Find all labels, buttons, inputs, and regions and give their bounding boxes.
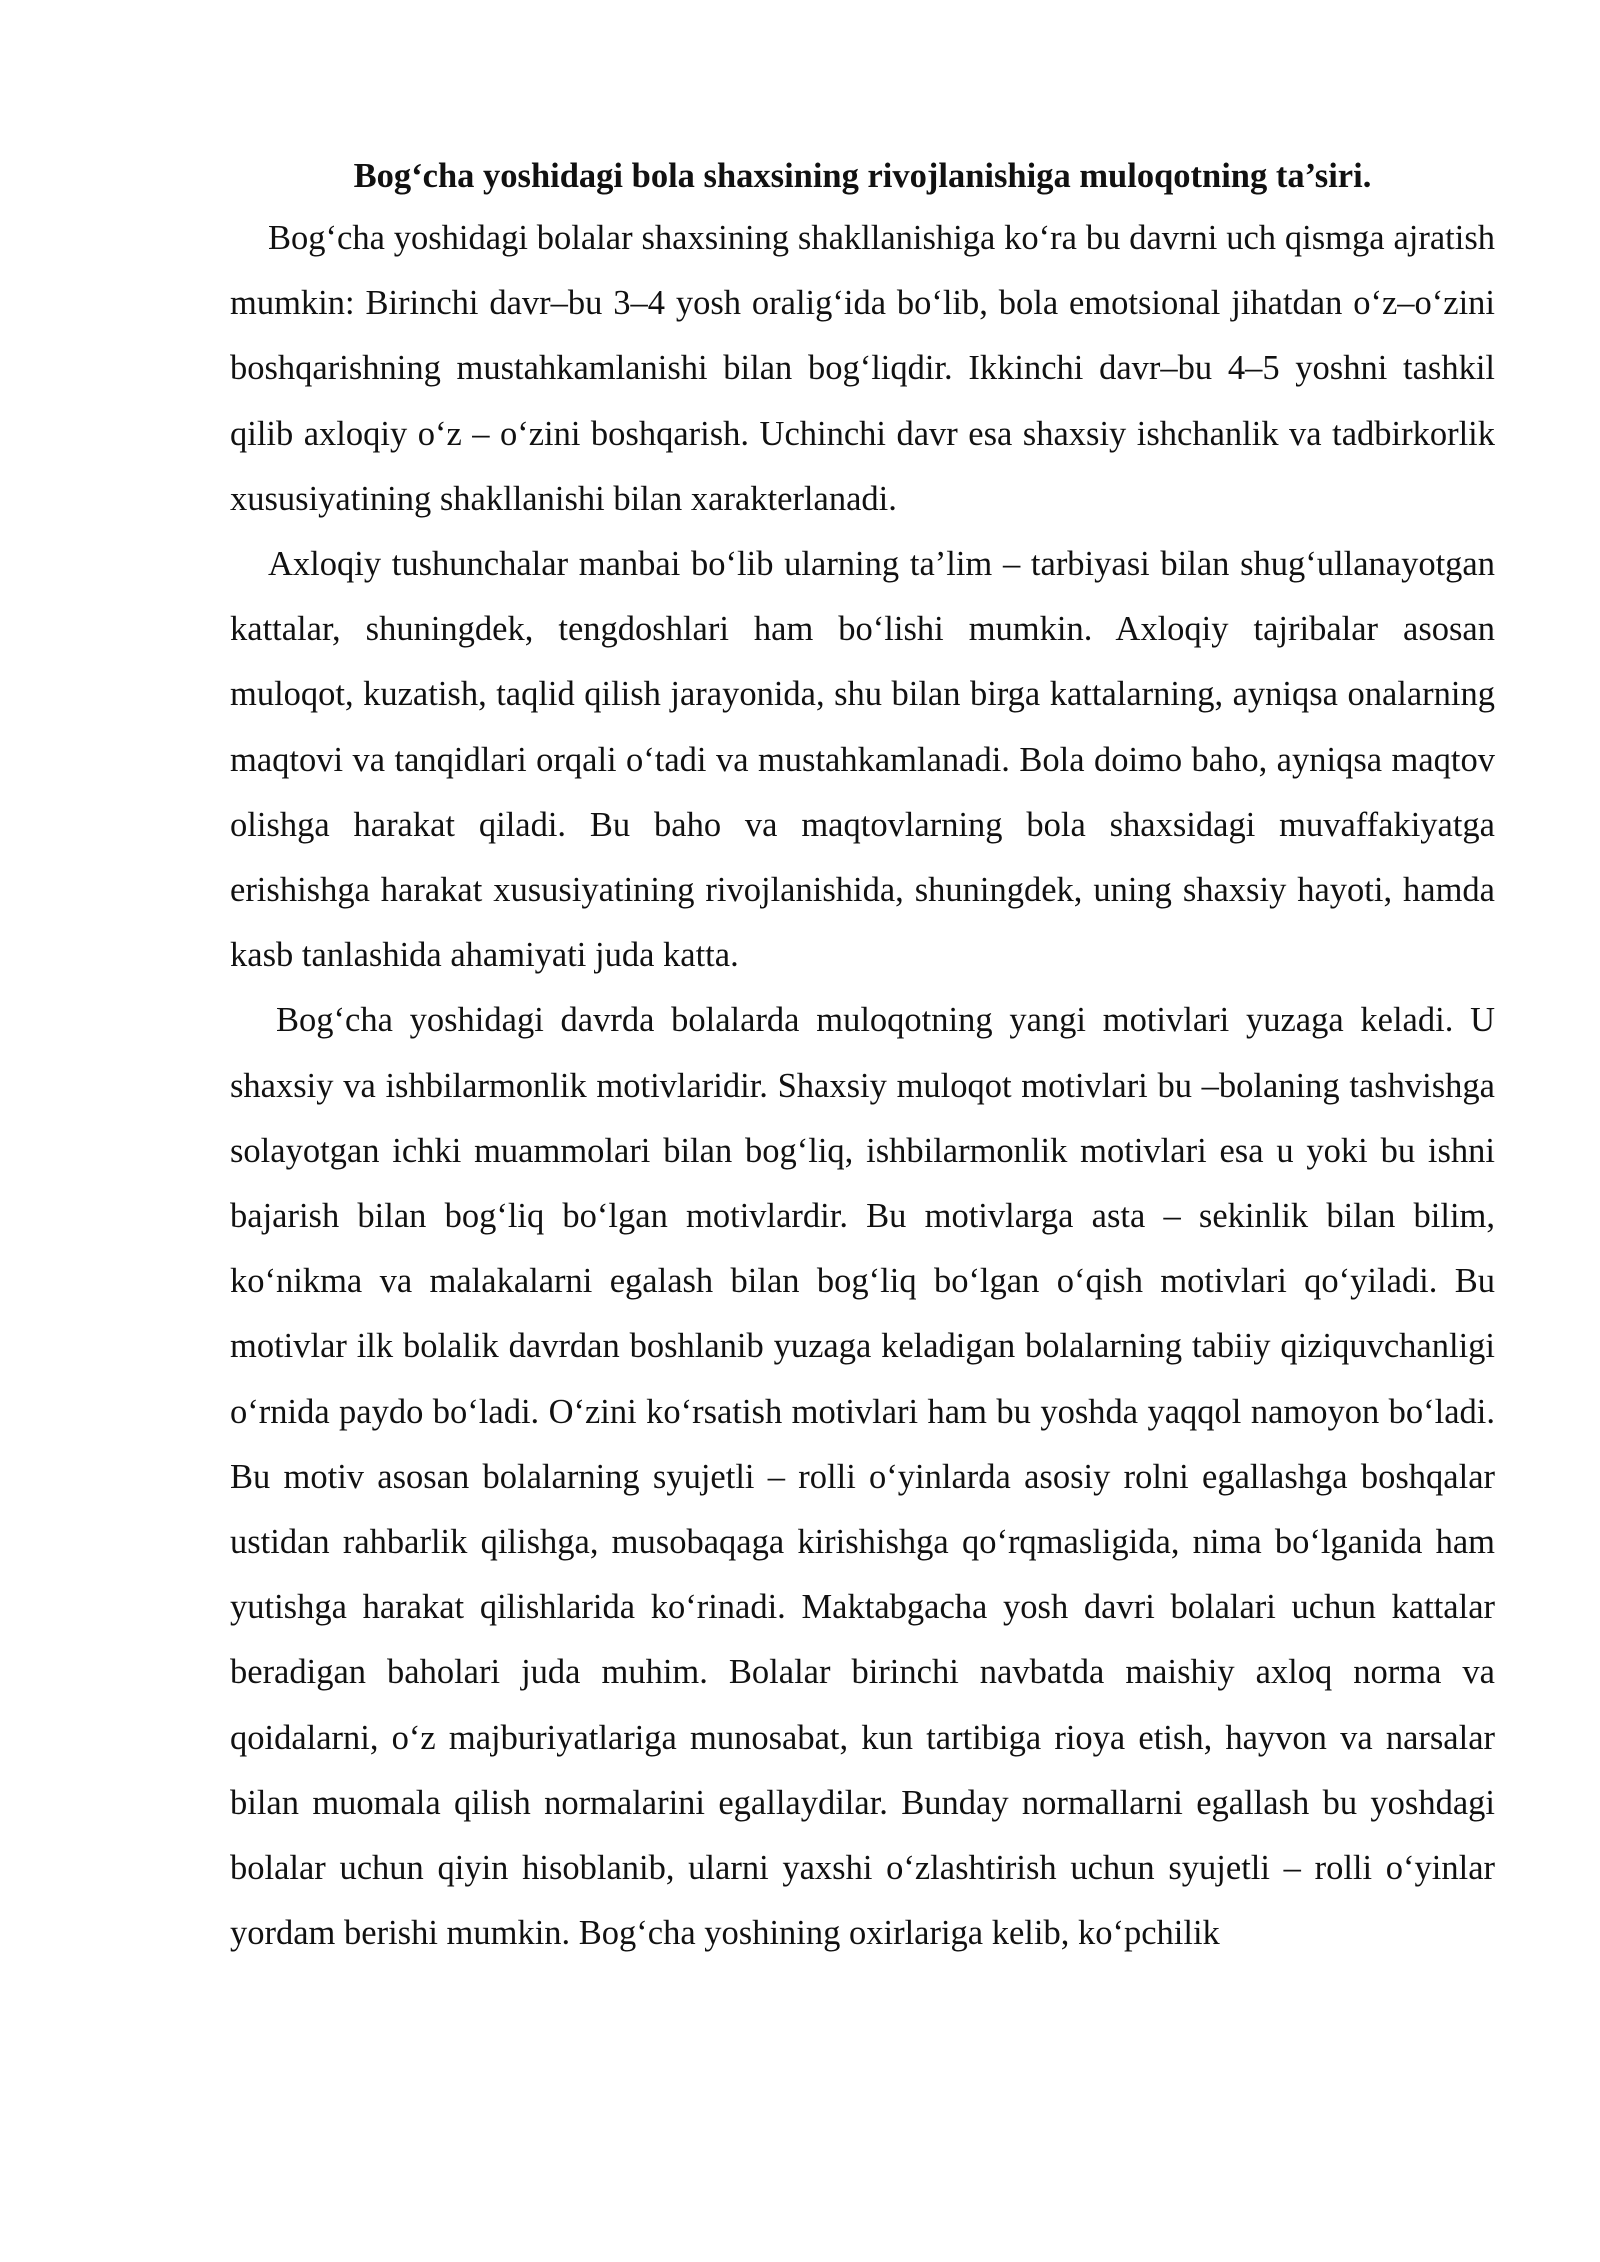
document-title: Bog‘cha yoshidagi bola shaxsining rivojlanishiga muloqotning ta’siri. [353,157,1372,195]
paragraph-1: Bog‘cha yoshidagi bolalar shaxsining shakllanishiga ko‘ra bu davrni uch qismga ajratish mumkin: Birinchi davr–bu 3–4 yosh oralig‘ida bo‘lib, bola emotsional jihatdan o‘z–o‘zini boshqarishning mustahkamlanishi bilan bog‘liqdir. Ikkinchi davr–bu 4–5 yoshni tashkil qilib axloqiy o‘z – o‘zini boshqarish. Uchinchi davr esa shaxsiy ishchanlik va tadbirkorlik xususiyatining shakllanishi bilan xarakterlanadi. [230,219,1495,518]
paragraph-3: Bog‘cha yoshidagi davrda bolalarda muloqotning yangi motivlari yuzaga keladi. U shaxsiy va ishbilarmonlik motivlaridir. Shaxsiy muloqot motivlari bu –bolaning tashvishga solayotgan ichki muammolari bilan bog‘liq, ishbilarmonlik motivlari esa u yoki bu ishni bajarish bilan bog‘liq bo‘lgan motivlardir. Bu motivlarga asta – sekinlik bilan bilim, ko‘nikma va malakalarni egalash bilan bog‘liq bo‘lgan o‘qish motivlari qo‘yiladi. Bu motivlar ilk bolalik davrdan boshlanib yuzaga keladigan bolalarning tabiiy qiziquvchanligi o‘rnida paydo bo‘ladi. O‘zini ko‘rsatish motivlari ham bu yoshda yaqqol namoyon bo‘ladi. Bu motiv asosan bolalarning syujetli – rolli o‘yinlarda asosiy rolni egallashga boshqalar ustidan rahbarlik qilishga, musobaqaga kirishishga qo‘rqmasligida, nima bo‘lganida ham yutishga harakat qilishlarida ko‘rinadi. Maktabgacha yosh davri bolalari uchun kattalar beradigan baholari juda muhim. Bolalar birinchi navbatda maishiy axloq norma va qoidalarni, o‘z majburiyatlariga munosabat, kun tartibiga rioya etish, hayvon va narsalar bilan muomala qilish normalarini egallaydilar. Bunday normallarni egallash bu yoshdagi bolalar uchun qiyin hisoblanib, ularni yaxshi o‘zlashtirish uchun syujetli – rolli o‘yinlar yordam berishi mumkin. Bog‘cha yoshining oxirlariga kelib, ko‘pchilik [230,1001,1495,1953]
paragraph-2: Axloqiy tushunchalar manbai bo‘lib ularning ta’lim – tarbiyasi bilan shug‘ullanayotgan kattalar, shuningdek, tengdoshlari ham bo‘lishi mumkin. Axloqiy tajribalar asosan muloqot, kuzatish, taqlid qilish jarayonida, shu bilan birga kattalarning, ayniqsa onalarning maqtovi va tanqidlari orqali o‘tadi va mustahkamlanadi. Bola doimo baho, ayniqsa maqtov olishga harakat qiladi. Bu baho va maqtovlarning bola shaxsidagi muvaffakiyatga erishishga harakat xususiyatining rivojlanishida, shuningdek, uning shaxsiy hayoti, hamda kasb tanlashida ahamiyati juda katta. [230,545,1495,975]
document-body [230,150,1495,1966]
